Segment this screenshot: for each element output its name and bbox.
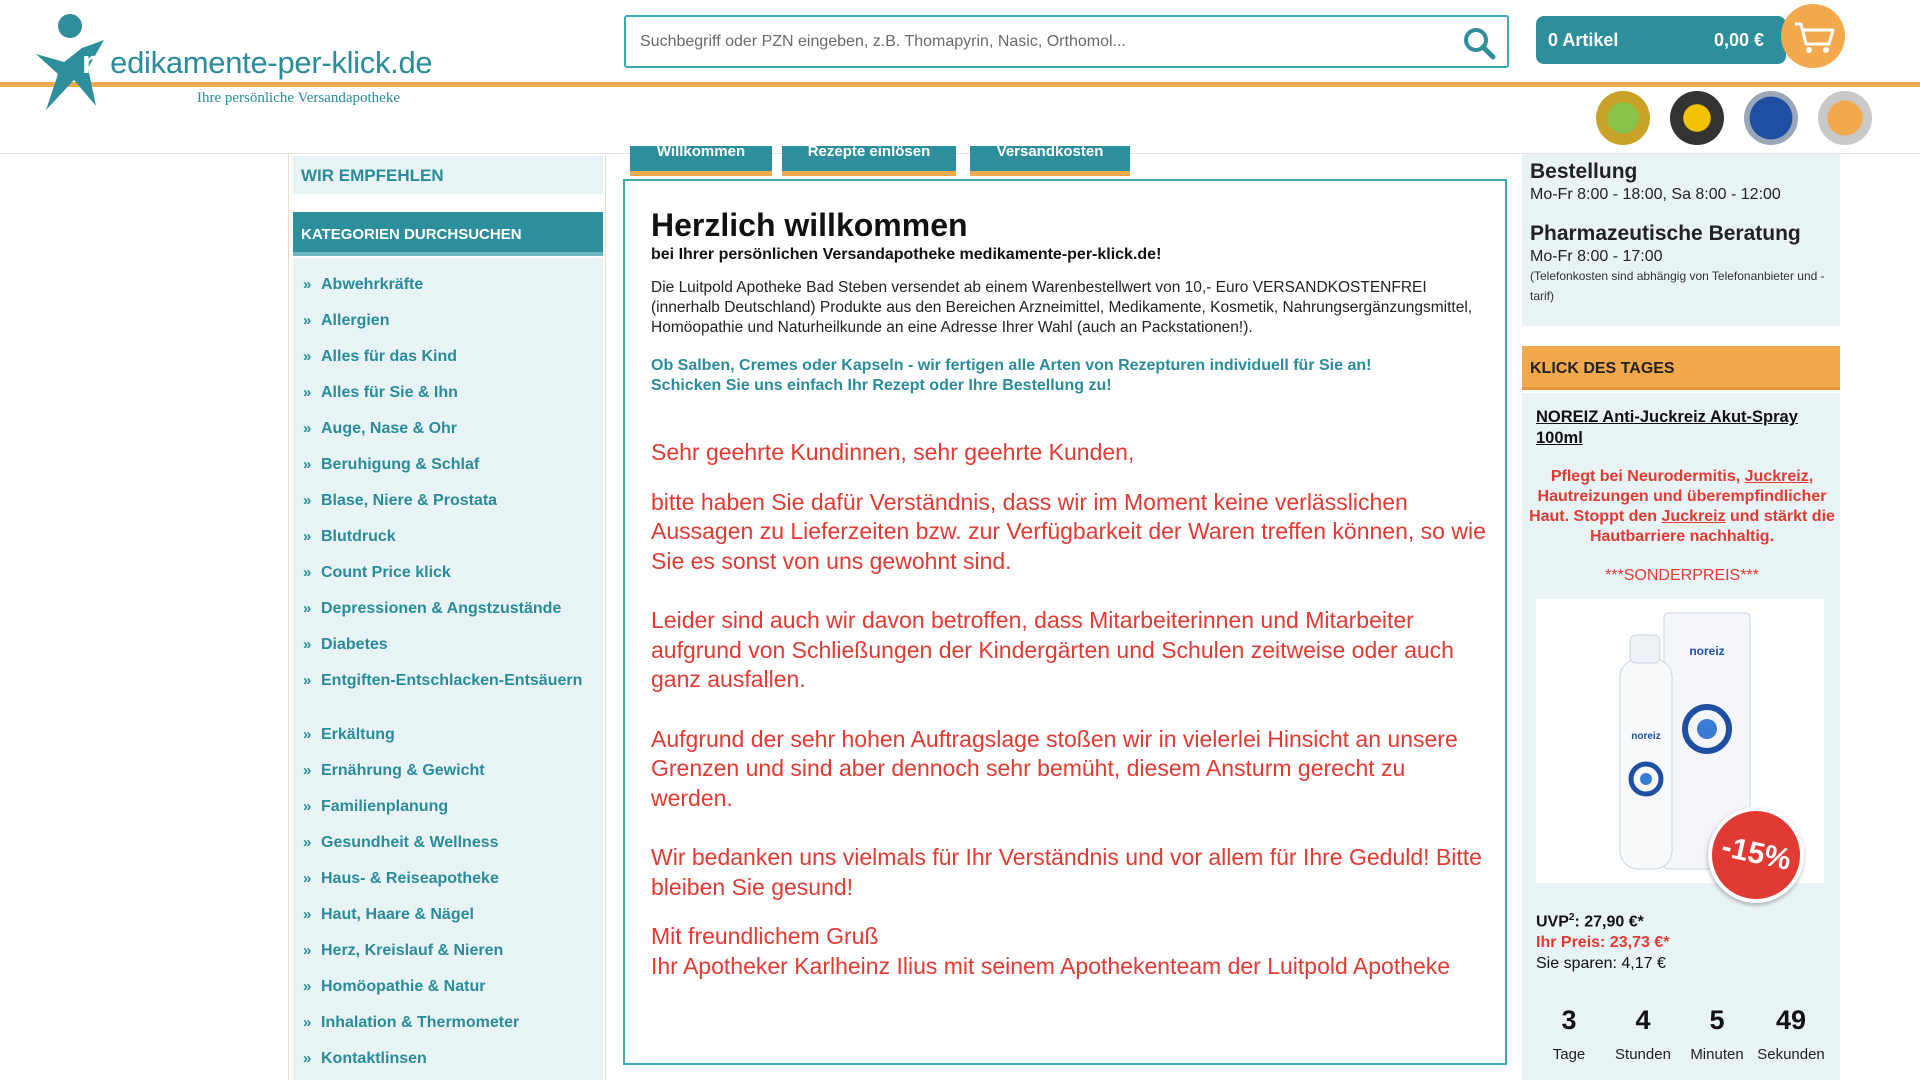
right-sidebar [1522,154,1840,1080]
sidebar-category-label: Ernährung & Gewicht [321,762,485,779]
notice-paragraph: Aufgrund der sehr hohen Auftragslage stoßen wir in vielerlei Hinsicht an unsere Grenzen und sind aber dennoch sehr bemüht, diesem Ansturm gerecht zu werden. [651,725,1458,811]
sidebar-category-item[interactable] [293,276,593,294]
double-chevron-right-icon: » [303,384,312,401]
trusted-shops-seal-icon[interactable] [1670,91,1724,145]
prescription-note [651,356,1479,396]
countdown-label: Tage [1552,1046,1586,1063]
advice-title: Pharmazeutische Beratung [1530,222,1801,245]
double-chevron-right-icon: » [303,528,312,545]
sidebar-category-item[interactable] [293,528,593,546]
shopping-cart-icon [1781,4,1845,68]
sidebar-category-label: Alles für das Kind [321,348,458,365]
sidebar-category-item[interactable] [293,942,593,960]
klick-des-tages-label: KLICK DES TAGES [1530,360,1675,377]
sidebar-category-item[interactable] [293,798,593,816]
sidebar-category-label: Beruhigung & Schlaf [321,456,480,473]
double-chevron-right-icon: » [303,312,312,329]
categories-header [293,212,603,256]
sidebar-category-item[interactable] [293,978,593,996]
sidebar-category-item[interactable] [293,1050,593,1068]
logo-rest: edikamente-per-klick.de [110,45,433,80]
double-chevron-right-icon: » [303,492,312,509]
sidebar-category-item[interactable] [293,834,593,852]
site-logo[interactable] [34,10,454,120]
double-chevron-right-icon: » [303,456,312,473]
product-title-link[interactable]: NOREIZ Anti-Juckreiz Akut-Spray 100ml [1536,408,1798,447]
double-chevron-right-icon: » [303,672,312,689]
order-hours: Mo-Fr 8:00 - 18:00, Sa 8:00 - 12:00 [1530,186,1781,203]
logo-text [82,44,432,81]
sidebar-category-item[interactable] [293,456,593,474]
juckreiz-link[interactable]: Juckreiz [1661,508,1726,525]
savings: Sie sparen: 4,17 € [1536,955,1666,973]
sidebar-category-item[interactable] [293,420,593,438]
tab-willkommen[interactable]: Willkommen [630,146,772,176]
double-chevron-right-icon: » [303,1014,312,1031]
logo-initial: m [82,44,111,80]
sidebar-category-label: Abwehrkräfte [321,276,424,293]
cart-total: 0,00 € [1714,30,1765,50]
main-content [623,179,1507,1065]
uvp-price [1536,907,1669,932]
box-brand-label: noreiz [1689,644,1725,658]
page-subtitle: bei Ihrer persönlichen Versandapotheke medikamente-per-klick.de! [651,246,1162,263]
countdown-value: 4 [1635,1005,1651,1035]
klick-des-tages-header [1522,346,1840,390]
sidebar-category-item[interactable] [293,726,593,744]
sidebar-category-label: Erkältung [321,726,395,743]
sidebar-category-label: Blutdruck [321,528,396,545]
sidebar-category-item[interactable] [293,384,593,402]
notice-paragraph: Leider sind auch wir davon betroffen, dass Mitarbeiterinnen und Mitarbeiter aufgrund von Schließungen der Kindergärten und Schulen zeitweise oder auch ganz ausfallen. [651,607,1454,692]
sidebar-category-item[interactable] [293,492,593,510]
countdown-label: Sekunden [1757,1046,1825,1063]
notice-block [651,438,1491,981]
double-chevron-right-icon: » [303,348,312,365]
juckreiz-link[interactable]: Juckreiz [1744,468,1809,485]
sidebar-category-item[interactable] [293,870,593,888]
online-shop-seal-icon[interactable] [1818,91,1872,145]
recommend-section[interactable] [293,156,603,194]
sidebar-category-label: Count Price klick [321,564,451,581]
special-price-label: ***SONDERPREIS*** [1605,567,1759,584]
double-chevron-right-icon: » [303,942,312,959]
countdown-hours [1606,1005,1680,1063]
sidebar-category-label: Diabetes [321,636,388,653]
sidebar-category-label: Inhalation & Thermometer [321,1014,520,1031]
sidebar-category-label: Kontaktlinsen [321,1050,427,1067]
prescription-note-line2: Schicken Sie uns einfach Ihr Rezept oder Ihre Bestellung zu! [651,377,1112,394]
search-button[interactable] [1461,25,1497,61]
sidebar-category-item[interactable] [293,762,593,780]
sidebar-category-label: Familienplanung [321,798,449,815]
page-title: Herzlich willkommen [651,207,968,243]
contact-info-box [1522,154,1840,326]
double-chevron-right-icon: » [303,870,312,887]
prescription-note-line1: Ob Salben, Cremes oder Kapseln - wir fertigen alle Arten von Rezepturen individuell für Sie an! [651,357,1372,374]
order-title: Bestellung [1530,160,1638,183]
notice-paragraph: bitte haben Sie dafür Verständnis, dass wir im Moment keine verlässlichen Aussagen zu Lieferzeiten bzw. zur Verfügbarkeit der Waren treffen können, so wie Sie es sonst von uns gewohnt sind. [651,488,1486,574]
search-icon [1461,25,1497,61]
countdown-minutes [1680,1005,1754,1063]
tab-rezepte[interactable]: Rezepte einlösen [782,146,956,176]
categories-header-label: KATEGORIEN DURCHSUCHEN [301,226,522,243]
bottle-brand-label: noreiz [1631,731,1661,742]
double-chevron-right-icon: » [303,420,312,437]
advice-note: (Telefonkosten sind abhängig von Telefonanbieter und -tarif) [1530,269,1825,303]
notice-signature: Ihr Apotheker Karlheinz Ilius mit seinem Apothekenteam der Luitpold Apotheke [651,952,1451,979]
your-price: Ihr Preis: 23,73 €* [1536,934,1670,952]
discount-badge: -15% [1699,798,1813,912]
left-sidebar [288,154,606,1080]
sidebar-category-label: Allergien [321,312,390,329]
uvp-footnote: 2 [1568,912,1575,923]
double-chevron-right-icon: » [303,1050,312,1067]
countdown-value: 49 [1775,1005,1807,1035]
sidebar-category-label: Entgiften-Entschlacken-Entsäuern [321,672,583,689]
tab-versandkosten[interactable]: Versandkosten [970,146,1130,176]
double-chevron-right-icon: » [303,726,312,743]
category-list [293,258,603,1080]
notice-greeting: Sehr geehrte Kundinnen, sehr geehrte Kunden, [651,439,1135,465]
search-box [624,15,1509,68]
deal-of-the-day [1522,393,1840,1080]
sidebar-category-item[interactable] [293,600,593,618]
sidebar-category-item[interactable] [293,312,593,330]
countdown-label: Minuten [1690,1046,1744,1063]
double-chevron-right-icon: » [303,636,312,653]
double-chevron-right-icon: » [303,564,312,581]
notice-paragraph: Wir bedanken uns vielmals für Ihr Verständnis und vor allem für Ihre Geduld! Bitte bleiben Sie gesund! [651,844,1482,900]
sidebar-category-label: Haus- & Reiseapotheke [321,870,499,887]
sidebar-category-label: Homöopathie & Natur [321,978,486,995]
product-desc-text: Pflegt bei Neurodermitis, [1550,468,1745,485]
double-chevron-right-icon: » [303,276,312,293]
sidebar-category-item[interactable] [293,348,593,366]
sidebar-category-label: Depressionen & Angstzustände [321,600,562,617]
cart-icon[interactable] [1781,4,1845,68]
product-description [1528,467,1836,547]
sidebar-category-label: Haut, Haare & Nägel [321,906,474,923]
product-desc-text: , Hautreizungen und überempfindlicher Haut. Stoppt den [1529,468,1827,525]
product-desc-text: und stärkt die Hautbarriere nachhaltig. [1589,508,1835,545]
countdown-days [1532,1005,1606,1063]
sidebar-category-label: Blase, Niere & Prostata [321,492,498,509]
logo-tagline: Ihre persönliche Versandapotheke [197,90,400,106]
site-header [0,0,1920,154]
sidebar-category-item[interactable] [293,636,593,654]
double-chevron-right-icon: » [303,762,312,779]
cart-button[interactable] [1536,16,1786,64]
uvp-label: UVP [1536,913,1569,931]
double-chevron-right-icon: » [303,600,312,617]
search-input[interactable] [640,29,1440,55]
sidebar-category-item[interactable] [293,672,593,690]
countdown-seconds [1754,1005,1828,1063]
advice-hours: Mo-Fr 8:00 - 17:00 [1530,248,1663,265]
sidebar-category-item[interactable] [293,564,593,582]
pharmacy-register-seal-icon[interactable] [1744,91,1798,145]
countdown-value: 5 [1709,1005,1725,1035]
cart-count: 0 Artikel [1548,30,1619,50]
notice-closing: Mit freundlichem Gruß [651,923,879,949]
double-chevron-right-icon: » [303,834,312,851]
sidebar-category-label: Herz, Kreislauf & Nieren [321,942,504,959]
countdown-label: Stunden [1615,1046,1671,1063]
verified-seal-icon[interactable] [1596,91,1650,145]
intro-text: Die Luitpold Apotheke Bad Steben versendet ab einem Warenbestellwert von 10,- Euro VERSANDKOSTENFREI (innerhalb Deutschland) Produkte aus den Bereichen Arzneimittel, Medikamente, Kosmetik, Nahrungsergänzungsmittel, Homöopathie und Naturheilkunde an eine Adresse Ihrer Wahl (auch an Packstationen!). [651,279,1473,336]
sidebar-category-label: Alles für Sie & Ihn [321,384,458,401]
countdown-timer [1532,1005,1832,1075]
sidebar-category-item[interactable] [293,1014,593,1032]
double-chevron-right-icon: » [303,906,312,923]
double-chevron-right-icon: » [303,798,312,815]
double-chevron-right-icon: » [303,978,312,995]
price-block [1536,907,1669,974]
uvp-value: : 27,90 €* [1574,913,1644,931]
sidebar-category-label: Auge, Nase & Ohr [321,420,458,437]
countdown-value: 3 [1561,1005,1577,1035]
sidebar-category-item[interactable] [293,906,593,924]
recommend-label: WIR EMPFEHLEN [301,166,444,185]
sidebar-category-label: Gesundheit & Wellness [321,834,499,851]
